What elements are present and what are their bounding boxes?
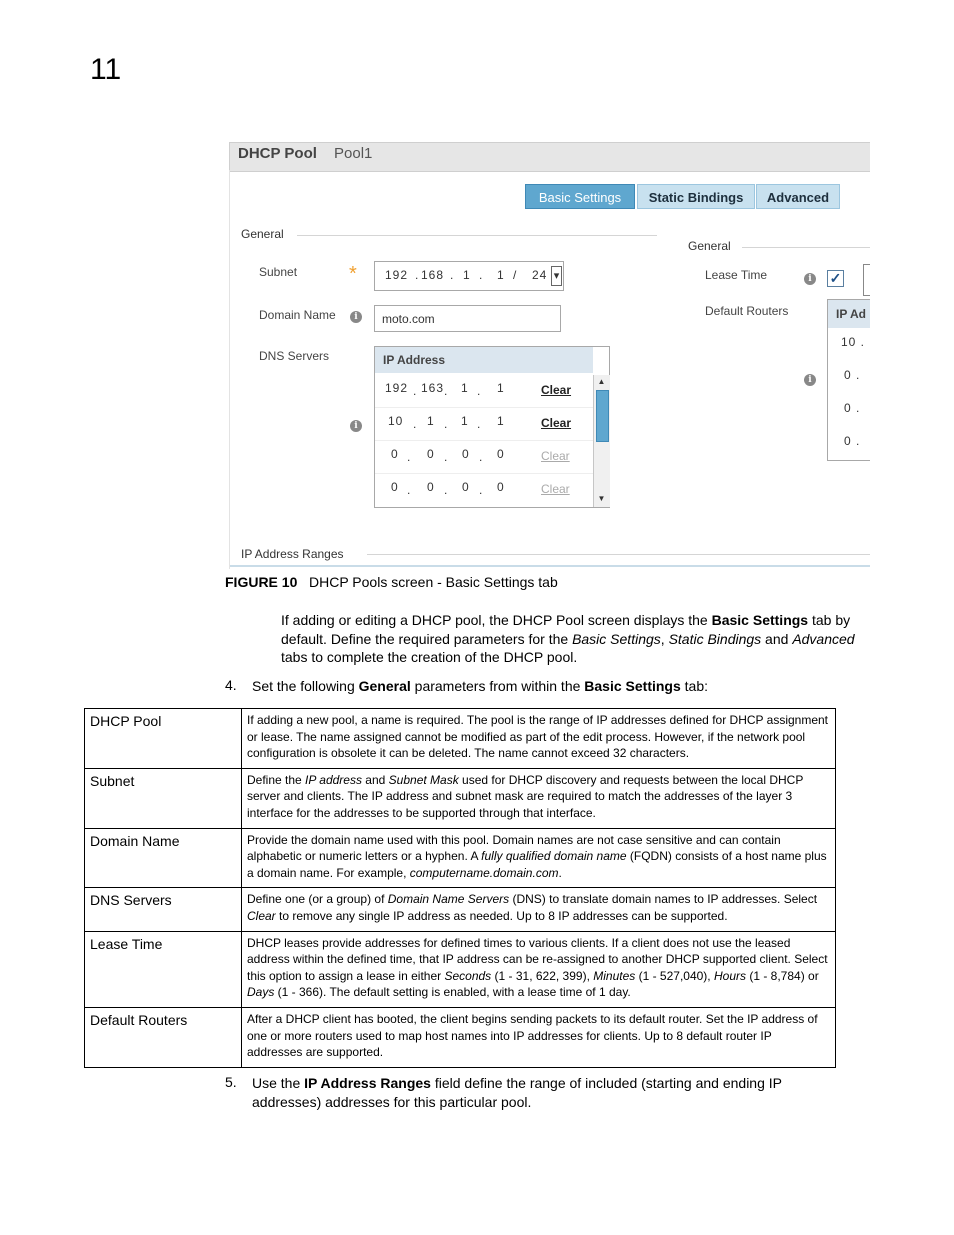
clear-button[interactable]: Clear <box>541 449 570 463</box>
lease-time-label: Lease Time <box>705 268 768 282</box>
pool-name: Pool1 <box>334 145 373 162</box>
step-4-text: Set the following General parameters from within the Basic Settings tab: <box>252 678 709 694</box>
term-default-routers: Default Routers <box>85 1007 242 1067</box>
clear-button[interactable]: Clear <box>541 416 572 430</box>
scroll-thumb[interactable] <box>596 390 609 442</box>
term-lease-time: Lease Time <box>85 931 242 1007</box>
table-row: 192 . 163 . 1 . 1 Clear <box>375 375 593 408</box>
figure-caption: DHCP Pools screen - Basic Settings tab <box>309 574 558 590</box>
column-header-ip-address: IP Address <box>375 347 593 373</box>
clear-button[interactable]: Clear <box>541 482 570 496</box>
tab-basic-settings[interactable]: Basic Settings <box>525 184 635 209</box>
clear-button[interactable]: Clear <box>541 383 572 397</box>
group-divider <box>297 235 657 236</box>
subnet-input[interactable]: 192 . 168 . 1 . 1 / 24 ▾ <box>374 261 564 291</box>
dns-servers-label: DNS Servers <box>259 349 330 363</box>
domain-name-input[interactable]: moto.com <box>374 305 561 332</box>
table-row: 0 . <box>844 368 861 382</box>
dialog-title: DHCP Pool <box>238 145 317 162</box>
table-row <box>85 828 836 888</box>
lease-time-field[interactable] <box>863 264 870 296</box>
desc-dhcp-pool: If adding a new pool, a name is required. The pool is the range of IP addresses defined for DHCP assignment or lease. The name assigned cannot be modified as part of the edit process. However, if the network pool configuration is obsolete it can be deleted. The name cannot exceed 32 characters. <box>242 709 836 769</box>
table-row: 10 . 1 . 1 . 1 Clear <box>375 408 593 441</box>
table-row <box>85 709 836 769</box>
group-divider <box>742 247 870 248</box>
desc-domain-name: Provide the domain name used with this pool. Domain names are not case sensitive and can contain alphabetic or numeric letters or a hyphen. A fully qualified domain name (FQDN) consists of a host name plus a domain name. For example, computername.domain.com. <box>242 828 836 888</box>
term-subnet: Subnet <box>85 768 242 828</box>
domain-name-label: Domain Name <box>259 308 336 322</box>
tab-static-bindings[interactable]: Static Bindings <box>637 184 755 209</box>
desc-default-routers: After a DHCP client has booted, the client begins sending packets to its default router. Set the IP address of one or more routers used to map host names into IP addresses for clients. Up to 8 default router IP addresses are supported. <box>242 1007 836 1067</box>
dhcp-pool-screenshot <box>229 142 870 569</box>
term-dns-servers: DNS Servers <box>85 888 242 931</box>
info-icon: i <box>804 273 816 285</box>
dialog-header <box>229 142 870 172</box>
general-group-heading: General <box>688 239 731 253</box>
required-star-icon: * <box>349 263 357 285</box>
desc-dns-servers: Define one (or a group) of Domain Name Servers (DNS) to translate domain names to IP addresses. Select Clear to remove any single IP address as needed. Up to 8 IP addresses can be supported. <box>242 888 836 931</box>
desc-subnet: Define the IP address and Subnet Mask used for DHCP discovery and requests between the local DHCP server and clients. The IP address and subnet mask are required to match the addresses of the layer 3 interface for the addresses to be supported through that interface. <box>242 768 836 828</box>
group-divider <box>367 554 870 555</box>
step-5-text: Use the IP Address Ranges field define the range of included (starting and ending IP addresses) addresses for this particular pool. <box>252 1075 782 1110</box>
dns-servers-grid <box>374 346 610 508</box>
scrollbar[interactable] <box>593 375 610 507</box>
info-icon: i <box>350 420 362 432</box>
left-border <box>229 170 230 569</box>
bottom-border <box>229 565 870 567</box>
table-row <box>85 768 836 828</box>
scroll-up-icon[interactable]: ▲ <box>597 377 606 386</box>
table-row: 10 . <box>841 335 866 349</box>
table-row <box>85 888 836 931</box>
ip-address-ranges-heading: IP Address Ranges <box>241 547 344 561</box>
step-number: 5. <box>225 1074 237 1090</box>
column-header-ip-address: IP Ad <box>828 300 870 328</box>
figure-label: FIGURE 10 <box>225 574 298 590</box>
tab-advanced[interactable]: Advanced <box>756 184 840 209</box>
general-group-heading: General <box>241 227 284 241</box>
term-dhcp-pool: DHCP Pool <box>85 709 242 769</box>
table-row: 0 . <box>844 401 861 415</box>
scroll-down-icon[interactable]: ▼ <box>597 494 606 503</box>
table-row: 0 . 0 . 0 . 0 Clear <box>375 441 593 474</box>
desc-lease-time: DHCP leases provide addresses for defined times to various clients. If a client does not use the leased address within the defined time, that IP address can be re-assigned to another DHCP supported client. Select this option to assign a lease in either Seconds (1 - 31, 622, 399), Minutes (1 - 527,040), Hours (1 - 8,784) or Days (1 - 366). The default setting is enabled, with a lease time of 1 day. <box>242 931 836 1007</box>
chapter-number: 11 <box>90 53 122 86</box>
table-row <box>85 931 836 1007</box>
info-icon: i <box>804 374 816 386</box>
table-row: 0 . 0 . 0 . 0 Clear <box>391 480 570 497</box>
term-domain-name: Domain Name <box>85 828 242 888</box>
subnet-label: Subnet <box>259 265 298 279</box>
lease-time-checkbox[interactable]: ✓ <box>827 270 844 287</box>
default-routers-label: Default Routers <box>705 304 789 318</box>
mask-dropdown-icon[interactable]: ▾ <box>551 266 562 286</box>
step-number: 4. <box>225 677 237 693</box>
parameter-table <box>84 708 836 1068</box>
default-routers-grid <box>827 299 870 461</box>
table-row: 0 . <box>844 434 861 448</box>
table-row <box>85 1007 836 1067</box>
intro-paragraph: If adding or editing a DHCP pool, the DHCP Pool screen displays the Basic Settings tab by default. Define the required parameters for the Basic Settings, Static Bindings and Advanced tabs to complete the creation of the DHCP pool. <box>281 612 855 665</box>
info-icon: i <box>350 311 362 323</box>
